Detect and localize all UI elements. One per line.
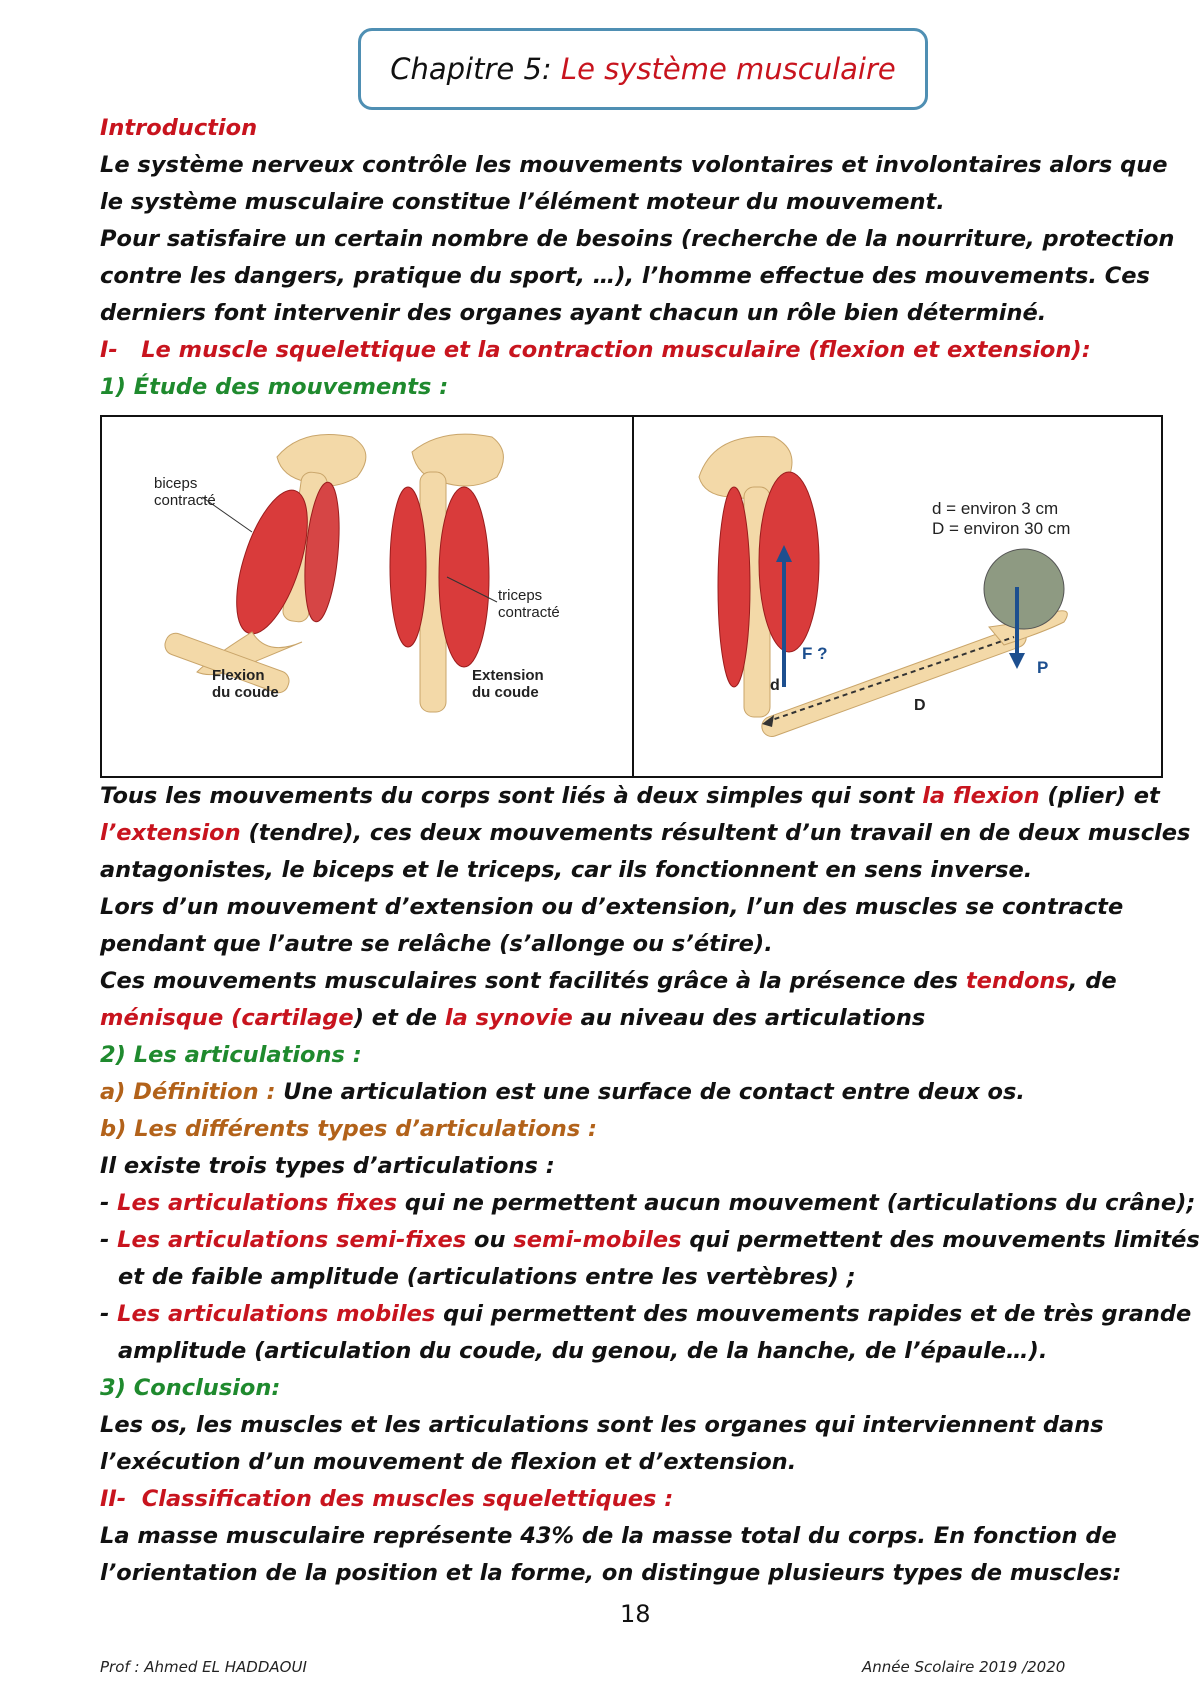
chapter-title-highlight: Le système musculaire bbox=[560, 52, 896, 86]
footer-year: Année Scolaire 2019 /2020 bbox=[862, 1658, 1066, 1676]
para2-line-7: ménisque (cartilage) et de la synovie au niveau des articulations bbox=[100, 1005, 926, 1031]
intro-heading: Introduction bbox=[100, 115, 258, 141]
intro-line-2: le système musculaire constitue l’élément moteur du mouvement. bbox=[100, 189, 945, 215]
conclusion-heading: 3) Conclusion: bbox=[100, 1375, 281, 1401]
intro-line-5: derniers font intervenir des organes ayant chacun un rôle bien déterminé. bbox=[100, 300, 1047, 326]
extension-label: Extension du coude bbox=[472, 667, 544, 701]
intro-line-3: Pour satisfaire un certain nombre de besoins (recherche de la nourriture, protection bbox=[100, 226, 1175, 252]
type-fixes: - Les articulations fixes qui ne permettent aucun mouvement (articulations du crâne); bbox=[100, 1190, 1196, 1216]
D-distance-text: D = environ 30 cm bbox=[932, 519, 1071, 538]
d-label: d bbox=[770, 677, 780, 694]
intro-line-4: contre les dangers, pratique du sport, …), l’homme effectue des mouvements. Ces bbox=[100, 263, 1150, 289]
weight-label: P bbox=[1037, 658, 1049, 677]
D-label: D bbox=[914, 697, 926, 714]
triceps-label: triceps contracté bbox=[498, 587, 560, 621]
footer-author: Prof : Ahmed EL HADDAOUI bbox=[100, 1658, 307, 1676]
intro-section bbox=[100, 110, 1175, 406]
section1-heading bbox=[100, 332, 1170, 369]
subsection-etude: 1) Étude des mouvements : bbox=[100, 374, 449, 400]
intro-line-1: Le système nerveux contrôle les mouvements volontaires et involontaires alors que bbox=[100, 152, 1168, 178]
biceps-label: biceps contracté bbox=[154, 475, 216, 509]
type-semi-mobiles-cont: et de faible amplitude (articulations entre les vertèbres) ; bbox=[118, 1264, 856, 1290]
para2-line-1: Tous les mouvements du corps sont liés à deux simples qui sont la flexion (plier) et bbox=[100, 783, 1160, 809]
type-mobiles-cont: amplitude (articulation du coude, du genou, de la hanche, de l’épaule…). bbox=[118, 1338, 1048, 1364]
para2-line-2: l’extension (tendre), ces deux mouvements résultent d’un travail en de deux muscles bbox=[100, 820, 1191, 846]
types-intro: Il existe trois types d’articulations : bbox=[100, 1153, 555, 1179]
conclusion-line-1: Les os, les muscles et les articulations sont les organes qui interviennent dans bbox=[100, 1412, 1104, 1438]
section1-title: Le muscle squelettique et la contraction musculaire (flexion et extension): bbox=[141, 337, 1091, 363]
section2-heading: II- Classification des muscles squelettiques : bbox=[100, 1486, 674, 1512]
para2-line-4: Lors d’un mouvement d’extension ou d’extension, l’un des muscles se contracte bbox=[100, 894, 1124, 920]
type-mobiles: - Les articulations mobiles qui permettent des mouvements rapides et de très grande bbox=[100, 1301, 1192, 1327]
chapter-title-prefix: Chapitre 5: bbox=[390, 52, 561, 86]
section2-line-1: La masse musculaire représente 43% de la masse total du corps. En fonction de bbox=[100, 1523, 1117, 1549]
force-label: F ? bbox=[802, 644, 828, 663]
para2-line-5: pendant que l’autre se relâche (s’allonge ou s’étire). bbox=[100, 931, 773, 957]
conclusion-line-2: l’exécution d’un mouvement de flexion et d’extension. bbox=[100, 1449, 797, 1475]
types-heading: b) Les différents types d’articulations : bbox=[100, 1116, 598, 1142]
flexion-label: Flexion du coude bbox=[212, 667, 279, 701]
page-number: 18 bbox=[620, 1600, 651, 1628]
para2-line-6: Ces mouvements musculaires sont facilités grâce à la présence des tendons, de bbox=[100, 968, 1117, 994]
d-distance-text: d = environ 3 cm bbox=[932, 499, 1059, 518]
body-text bbox=[100, 778, 1200, 1592]
lever-illustration bbox=[634, 417, 1164, 777]
para2-line-3: antagonistes, le biceps et le triceps, car ils fonctionnent en sens inverse. bbox=[100, 857, 1033, 883]
section2-line-2: l’orientation de la position et la forme, on distingue plusieurs types de muscles: bbox=[100, 1560, 1122, 1586]
type-semi-mobiles: - Les articulations semi-fixes ou semi-mobiles qui permettent des mouvements limités bbox=[100, 1227, 1200, 1253]
chapter-title-box bbox=[358, 28, 928, 110]
definition-line: a) Définition : Une articulation est une surface de contact entre deux os. bbox=[100, 1079, 1025, 1105]
movement-figure bbox=[100, 415, 1163, 778]
section1-num: I- bbox=[100, 337, 118, 363]
articulations-heading: 2) Les articulations : bbox=[100, 1042, 362, 1068]
